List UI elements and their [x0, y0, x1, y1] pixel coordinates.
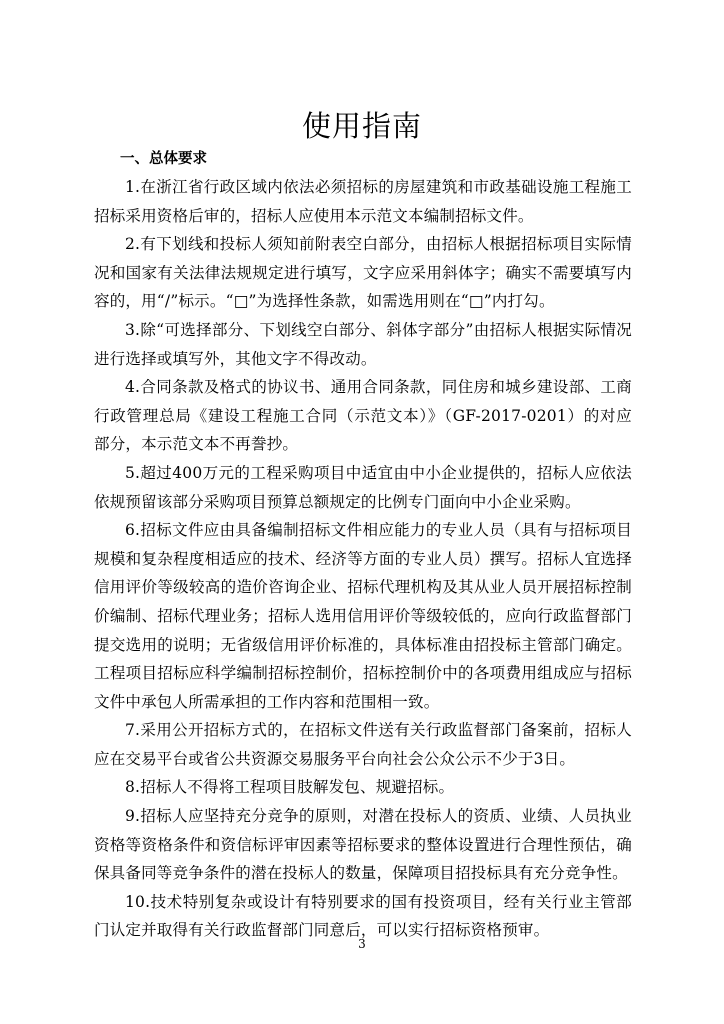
- section-heading: 一、总体要求: [120, 151, 207, 167]
- paragraph-9: 9.招标人应坚持充分竞争的原则，对潜在投标人的资质、业绩、人员执业资格等资格条件和资信标评审因素等招标要求的整体设置进行合理性预估，确保具备同等竞争条件的潜在投标人的数量，保障项目招投标具有充分竞争性。: [94, 807, 632, 883]
- page-title: 使用指南: [301, 109, 422, 143]
- paragraph-3: 3.除“可选择部分、下划线空白部分、斜体字部分”由招标人根据实际情况进行选择或填写外，其他文字不得改动。: [94, 320, 632, 368]
- paragraph-8: 8.招标人不得将工程项目肢解发包、规避招标。: [125, 778, 455, 797]
- paragraph-5: 5.超过400万元的工程采购项目中适宜由中小企业提供的，招标人应依法依规预留该部分采购项目预算总额规定的比例专门面向中小企业采购。: [94, 463, 632, 511]
- paragraph-4: 4.合同条款及格式的协议书、通用合同条款，同住房和城乡建设部、工商行政管理总局《建设工程施工合同（示范文本）》（GF-2017-0201）的对应部分，本示范文本不再誊抄。: [94, 378, 632, 454]
- body-text: [94, 173, 632, 945]
- paragraph-10: 10.技术特别复杂或设计有特别要求的国有投资项目，经有关行业主管部门认定并取得有关行政监督部门同意后，可以实行招标资格预审。: [94, 892, 632, 940]
- paragraph-1: 1.在浙江省行政区域内依法必须招标的房屋建筑和市政基础设施工程施工招标采用资格后审的，招标人应使用本示范文本编制招标文件。: [94, 178, 632, 225]
- paragraph-2: 2.有下划线和投标人须知前附表空白部分，由招标人根据招标项目实际情况和国家有关法律法规规定进行填写，文字应采用斜体字；确实不需要填写内容的，用“/”标示。“□”为选择性条款，如需选用则在“□”内打勾。: [94, 235, 632, 311]
- page-number: 3: [358, 937, 366, 951]
- paragraph-6: 6.招标文件应由具备编制招标文件相应能力的专业人员（具有与招标项目规模和复杂程度相适应的技术、经济等方面的专业人员）撰写。招标人宜选择信用评价等级较高的造价咨询企业、招标代理机构及其从业人员开展招标控制价编制、招标代理业务；招标人选用信用评价等级较低的，应向行政监督部门提交选用的说明；无省级信用评价标准的，具体标准由招投标主管部门确定。工程项目招标应科学编制招标控制价，招标控制价中的各项费用组成应与招标文件中承包人所需承担的工作内容和范围相一致。: [94, 521, 632, 711]
- paragraph-7: 7.采用公开招标方式的，在招标文件送有关行政监督部门备案前，招标人应在交易平台或省公共资源交易服务平台向社会公众公示不少于3日。: [94, 721, 632, 768]
